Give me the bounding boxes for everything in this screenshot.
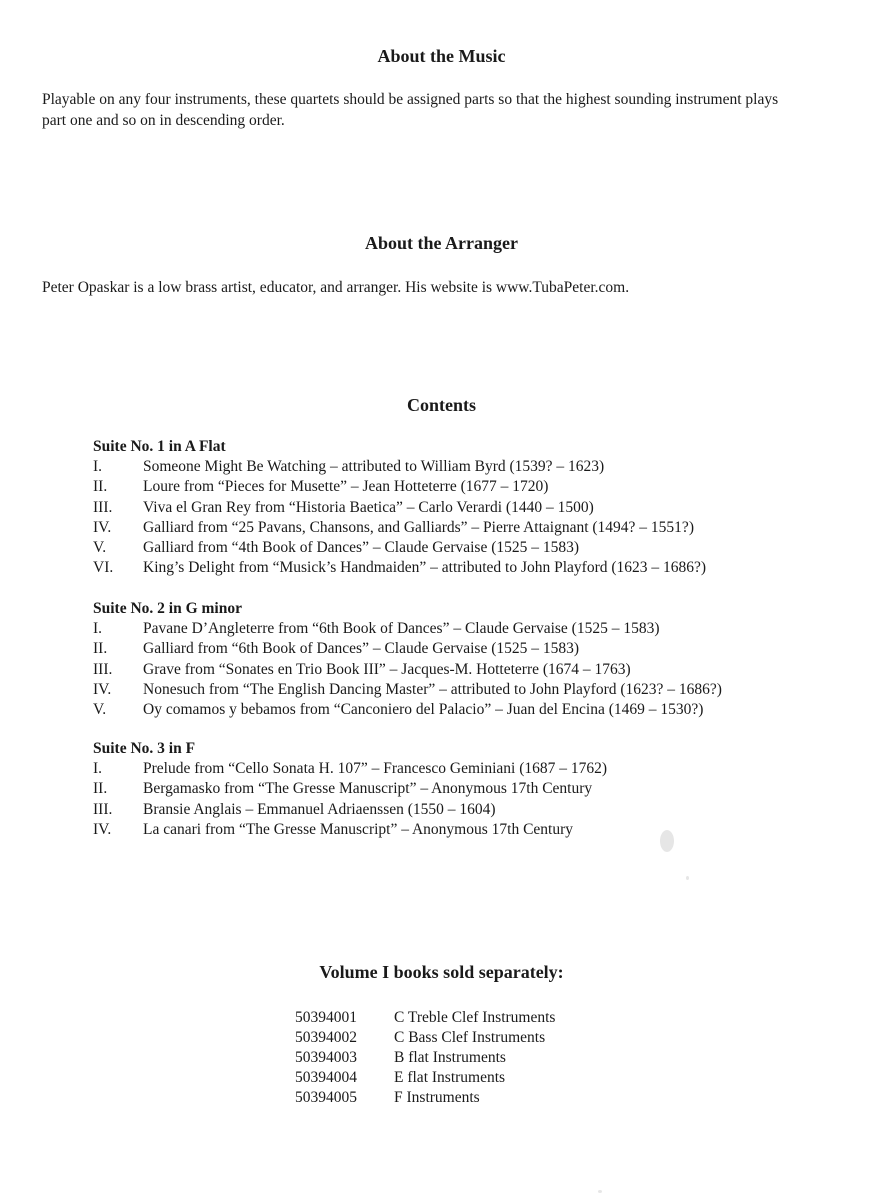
book-row — [295, 1088, 615, 1108]
book-number: 50394005 — [295, 1089, 357, 1106]
piece-row — [93, 558, 853, 578]
book-name: F Instruments — [394, 1089, 480, 1106]
book-name: B flat Instruments — [394, 1049, 506, 1066]
piece-title: Galliard from “6th Book of Dances” – Claude Gervaise (1525 – 1583) — [143, 640, 580, 658]
volume-heading: Volume I books sold separately: — [319, 962, 564, 982]
piece-row — [93, 759, 853, 779]
about-music-text — [42, 89, 854, 131]
piece-numeral: IV. — [93, 680, 112, 698]
piece-numeral: I. — [93, 458, 103, 476]
piece-title: Prelude from “Cello Sonata H. 107” – Francesco Geminiani (1687 – 1762) — [143, 760, 608, 778]
scan-speck — [686, 876, 689, 880]
piece-title: Galliard from “4th Book of Dances” – Claude Gervaise (1525 – 1583) — [143, 538, 580, 556]
piece-numeral: III. — [93, 660, 113, 678]
about-music-heading: About the Music — [377, 46, 506, 66]
suite-title: Suite No. 1 in A Flat — [93, 438, 226, 455]
piece-row — [93, 498, 853, 518]
piece-numeral: III. — [93, 800, 113, 818]
piece-title: Bergamasko from “The Gresse Manuscript” – Anonymous 17th Century — [143, 780, 593, 798]
piece-title: Galliard from “25 Pavans, Chansons, and Galliards” – Pierre Attaignant (1494? – 1551?) — [143, 518, 694, 536]
book-number: 50394003 — [295, 1049, 357, 1066]
piece-row — [93, 779, 853, 799]
piece-numeral: II. — [93, 780, 108, 798]
suite-title: Suite No. 2 in G minor — [93, 600, 242, 617]
piece-row — [93, 538, 853, 558]
suite-title: Suite No. 3 in F — [93, 740, 196, 757]
about-music-line-2: part one and so on in descending order. — [42, 112, 285, 129]
scan-speck — [598, 1190, 602, 1193]
book-name: C Treble Clef Instruments — [394, 1009, 556, 1026]
piece-numeral: VI. — [93, 559, 114, 577]
piece-title: Grave from “Sonates en Trio Book III” – Jacques-M. Hotteterre (1674 – 1763) — [143, 660, 631, 678]
piece-numeral: V. — [93, 700, 107, 718]
about-arranger-heading: About the Arranger — [365, 233, 518, 253]
piece-title: King’s Delight from “Musick’s Handmaiden” – attributed to John Playford (1623 – 1686?) — [143, 559, 707, 577]
piece-title: Someone Might Be Watching – attributed to William Byrd (1539? – 1623) — [143, 458, 605, 476]
piece-row — [93, 800, 853, 820]
piece-title: Nonesuch from “The English Dancing Master” – attributed to John Playford (1623? – 1686?) — [143, 680, 722, 698]
book-row — [295, 1008, 615, 1028]
piece-row — [93, 639, 853, 659]
piece-row — [93, 820, 853, 840]
piece-row — [93, 518, 853, 538]
book-row — [295, 1048, 615, 1068]
piece-numeral: I. — [93, 620, 103, 638]
book-number: 50394001 — [295, 1009, 357, 1026]
piece-title: Oy comamos y bebamos from “Canconiero del Palacio” – Juan del Encina (1469 – 1530?) — [143, 700, 704, 718]
piece-row — [93, 680, 853, 700]
piece-numeral: I. — [93, 760, 103, 778]
piece-row — [93, 619, 853, 639]
about-arranger-text: Peter Opaskar is a low brass artist, educator, and arranger. His website is www.TubaPeter.com. — [42, 279, 630, 296]
about-music-line-1: Playable on any four instruments, these quartets should be assigned parts so that the highest sounding instrument plays — [42, 91, 779, 108]
suite-1 — [93, 437, 853, 578]
piece-row — [93, 660, 853, 680]
piece-row — [93, 457, 853, 477]
book-number: 50394002 — [295, 1029, 357, 1046]
piece-title: Pavane D’Angleterre from “6th Book of Dances” – Claude Gervaise (1525 – 1583) — [143, 620, 660, 638]
contents-heading: Contents — [406, 395, 476, 415]
book-number: 50394004 — [295, 1069, 357, 1086]
piece-numeral: III. — [93, 498, 113, 516]
book-row — [295, 1028, 615, 1048]
piece-title: Loure from “Pieces for Musette” – Jean Hotteterre (1677 – 1720) — [143, 478, 549, 496]
suite-3 — [93, 739, 853, 840]
piece-title: Bransie Anglais – Emmanuel Adriaenssen (1550 – 1604) — [143, 800, 496, 818]
book-name: E flat Instruments — [394, 1069, 506, 1086]
suite-2 — [93, 599, 853, 720]
piece-title: Viva el Gran Rey from “Historia Baetica” – Carlo Verardi (1440 – 1500) — [143, 498, 594, 516]
book-row — [295, 1068, 615, 1088]
piece-numeral: II. — [93, 478, 108, 496]
book-name: C Bass Clef Instruments — [394, 1029, 546, 1046]
piece-numeral: IV. — [93, 820, 112, 838]
books-list — [295, 1008, 615, 1108]
piece-row — [93, 477, 853, 497]
piece-title: La canari from “The Gresse Manuscript” – Anonymous 17th Century — [143, 820, 574, 838]
piece-row — [93, 700, 853, 720]
piece-numeral: II. — [93, 640, 108, 658]
piece-numeral: V. — [93, 538, 107, 556]
piece-numeral: IV. — [93, 518, 112, 536]
scan-speck — [660, 830, 674, 852]
